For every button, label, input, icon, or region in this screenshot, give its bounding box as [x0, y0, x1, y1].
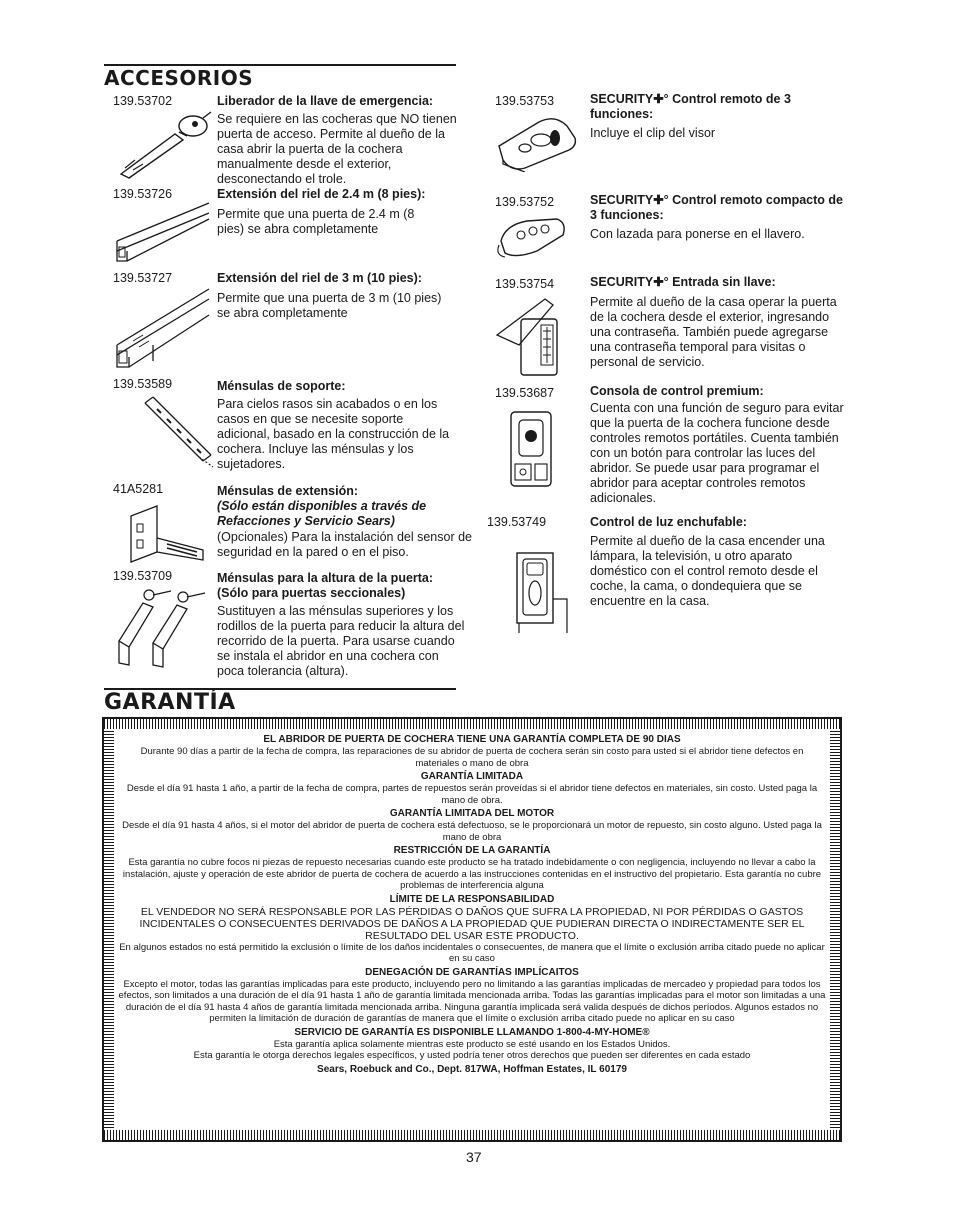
control-console-illustration — [507, 410, 557, 490]
accessory-title: Control de luz enchufable: — [590, 515, 747, 529]
accessory-description: Se requiere en las cocheras que NO tienen puerta de acceso. Permite al dueño de la casa abrir la puerta de la cochera manualmente desde el exterior, desconectando el trole. — [217, 112, 457, 186]
accessory-compact-remote — [495, 193, 845, 268]
accessory-title: Liberador de la llave de emergencia: — [217, 94, 434, 108]
support-brackets-illustration — [143, 395, 215, 469]
accessory-description: Permite al dueño de la casa encender una lámpara, la televisión, u otro aparato doméstico con el control remoto desde el coche, la cama, o dondequiera que se encuentre en la casa. — [590, 534, 825, 608]
accessory-title: Extensión del riel de 3 m (10 pies): — [217, 271, 422, 285]
accessory-description: Incluye el clip del visor — [590, 126, 716, 140]
accessory-title: SECURITY✚° Entrada sin llave: — [590, 275, 776, 289]
part-number: 139.53727 — [113, 271, 173, 285]
part-number: 139.53589 — [113, 377, 173, 391]
warranty-heading: GARANTÍA — [104, 690, 236, 715]
accessory-title: SECURITY✚° Control remoto de 3 funciones: — [590, 92, 791, 121]
compact-remote-illustration — [497, 215, 569, 261]
door-height-brackets-illustration — [113, 585, 217, 669]
part-number: 139.53709 — [113, 569, 173, 583]
warranty-main-heading: EL ABRIDOR DE PUERTA DE COCHERA TIENE UNA GARANTÍA COMPLETA DE 90 DIAS — [263, 734, 681, 745]
limited-warranty-body: Desde el día 91 hasta 1 año, a partir de la fecha de compra, partes de repuestos serán proveídas si el abridor tiene defectos en materiales, sin costo. Usted paga la mano de obra. — [126, 783, 818, 806]
accessory-premium-console — [495, 384, 845, 504]
part-number: 139.53749 — [487, 515, 547, 529]
motor-warranty-heading: GARANTÍA LIMITADA DEL MOTOR — [389, 808, 555, 819]
rail-extension-8ft-illustration — [113, 201, 213, 263]
part-number: 139.53687 — [495, 386, 555, 400]
accessory-description: Permite que una puerta de 2.4 m (8 pies) se abra completamente — [217, 207, 415, 236]
accessory-description: Permite que una puerta de 3 m (10 pies) se abra completamente — [217, 291, 442, 320]
sears-address: Sears, Roebuck and Co., Dept. 817WA, Hoffman Estates, IL 60179 — [317, 1063, 627, 1075]
warranty-main-body: Durante 90 días a partir de la fecha de compra, las reparaciones de su abridor de puerta de cochera serán sin costo para usted si el abridor tiene defectos en materiales o mano de obra — [140, 746, 804, 769]
accessory-title: Ménsulas de soporte: — [217, 379, 346, 393]
liability-body: En algunos estados no está permitido la exclusión o límite de los daños incidentales o consecuentes, de manera que el límite o exclusión arriba citado puede no aplicar en su caso — [119, 941, 825, 964]
limited-warranty-heading: GARANTÍA LIMITADA — [420, 771, 524, 782]
implied-warranty-heading: DENEGACIÓN DE GARANTÍAS IMPLÍCAITOS — [365, 966, 579, 978]
warranty-text — [114, 729, 830, 1130]
motor-warranty-body: Desde el día 91 hasta 4 años, si el motor del abridor de puerta de cochera está defectuoso, se le proporcionará un motor de repuesto, sin costo alguno. Usted paga la mano de obra — [122, 820, 822, 843]
liability-heading: LÍMITE DE LA RESPONSABILIDAD — [389, 893, 555, 905]
part-number: 139.53702 — [113, 94, 173, 108]
accessory-emergency-key-release — [113, 94, 463, 184]
rail-extension-10ft-illustration — [113, 285, 213, 371]
accessory-title: Extensión del riel de 2.4 m (8 pies): — [217, 187, 426, 201]
part-number: 41A5281 — [113, 482, 164, 496]
implied-warranty-body: Excepto el motor, todas las garantías implicadas para este producto, incluyendo pero no limitando a las garantías implicadas de mercadeo y propiedad para todos los efectos, son limitados a una duración de el día 91 hasta 1 año de garantía limitada mencionada arriba. Todas las garantías implicadas para el motor son limitadas a una duración de el día 91 hasta 4 años de garantía limitada mencionada arriba. Ninguna garantía implicada será valida después de dichos períodos. Algunos estados no permiten la limitación de duración de garantías de manera que el límite o exclusión arriba citado puede no aplicar en su caso — [118, 978, 826, 1024]
part-number: 139.53754 — [495, 277, 555, 291]
accessory-keyless-entry — [495, 275, 845, 380]
restriction-body: Esta garantía no cubre focos ni piezas de repuesto necesarias cuando este producto se ha tratado indebidamente o con negligencia, incluyendo no llevar a cabo la instalación, ajuste y operación de este abridor de puerta de cochera de acuerdo a las instrucciones contenidas en el instructivo del propietario. Esta garantía no cubre problemas de interferencia alguna — [122, 857, 822, 891]
accessory-description: Con lazada para ponerse en el llavero. — [590, 227, 805, 241]
part-number: 139.53726 — [113, 187, 173, 201]
accessory-support-brackets — [113, 377, 463, 477]
accessory-plug-in-light-control — [487, 515, 847, 635]
keyless-entry-illustration — [495, 295, 571, 379]
accessory-description: Para cielos rasos sin acabados o en los casos en que se necesite soporte adicional, basado en la construcción de la cochera. Incluye las ménsulas y los sujetadores. — [217, 397, 450, 471]
accessory-description: Sustituyen a las ménsulas superiores y los rodillos de la puerta para reducir la altura del recorrido de la puerta. Para usarse cuando se instala el abridor en una cochera con poca tolerancia (altura). — [217, 604, 465, 678]
accessory-description: Permite al dueño de la casa operar la puerta de la cochera desde el exterior, ingresando una contraseña. También puede agregarse una contraseña temporal para visitas o personal de servicio. — [590, 295, 837, 369]
page-number: 37 — [466, 1149, 482, 1165]
accessory-description: (Opcionales) Para la instalación del sensor de seguridad en la pared o en el piso. — [217, 530, 472, 559]
part-number: 139.53752 — [495, 195, 555, 209]
part-number: 139.53753 — [495, 94, 555, 108]
accessory-availability-note: (Sólo están disponibles a través de Refacciones y Servicio Sears) — [217, 499, 427, 528]
accessory-title: SECURITY✚° Control remoto compacto de 3 funciones: — [590, 193, 843, 222]
plug-in-light-control-illustration — [511, 549, 573, 635]
warranty-box — [102, 717, 842, 1142]
service-heading: SERVICIO DE GARANTÍA ES DISPONIBLE LLAMANDO 1-800-4-MY-HOME® — [294, 1026, 650, 1038]
accessory-3-function-remote — [495, 92, 845, 182]
accessory-door-height-brackets — [113, 569, 473, 679]
accessory-title: Ménsulas para la altura de la puerta: (Sólo para puertas seccionales) — [217, 571, 434, 600]
accessories-heading: ACCESORIOS — [104, 66, 254, 90]
restriction-heading: RESTRICCIÓN DE LA GARANTÍA — [393, 845, 551, 856]
accessory-title: Consola de control premium: — [590, 384, 764, 398]
accessory-rail-extension-8ft — [113, 187, 463, 265]
emergency-key-release-illustration — [115, 108, 215, 180]
accessory-description: Cuenta con una función de seguro para evitar que la puerta de la cochera funcione desde controles remotos portátiles. Cuenta también con un botón para controlar las luces del abridor. Se puede usar para programar el abridor para aceptar controles remotos adicionales. — [590, 401, 844, 505]
accessory-rail-extension-10ft — [113, 271, 463, 371]
remote-control-illustration — [495, 116, 579, 172]
liability-caps-text: EL VENDEDOR NO SERÁ RESPONSABLE POR LAS PÉRDIDAS O DAÑOS QUE SUFRA LA PROPIEDAD, NI POR PÉRDIDAS O GASTOS INCIDENTALES O CONSECUENTES DERIVADOS DE DAÑOS A LA PROPIEDAD QUE PUDIERAN DIRECTA O INDIRECTAMENTE SER EL RESULTADO DEL USAR ESTE PRODUCTO. — [139, 905, 805, 942]
extension-brackets-illustration — [127, 502, 207, 566]
service-body-2: Esta garantía le otorga derechos legales específicos, y usted podría tener otros derechos que pueden ser diferentes en cada estado — [193, 1050, 751, 1061]
accessory-title: Ménsulas de extensión: — [217, 484, 359, 498]
accessory-extension-brackets — [111, 482, 471, 567]
service-body-1: Esta garantía aplica solamente mientras este producto se esté usando en los Estados Unidos. — [273, 1038, 671, 1050]
